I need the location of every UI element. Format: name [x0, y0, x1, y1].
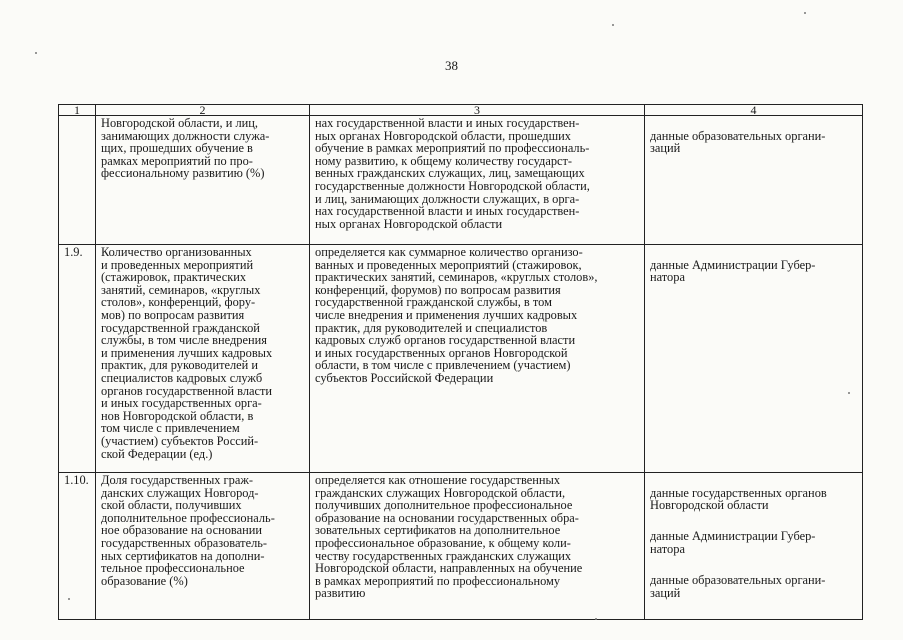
scan-speck — [68, 598, 70, 600]
header-col-4: 4 — [645, 105, 863, 116]
table-header-row — [59, 105, 863, 116]
row-number: 1.9. — [59, 245, 96, 473]
source-item: данные образовательных органи- заций — [650, 573, 826, 600]
table-row — [59, 116, 863, 245]
indicator-cell: Количество организованных и проведенных мероприятий (стажировок, практических занятий, семинаров, «круглых столов», конференций, фору- мов) по вопросам развития государственной гражданской службы, в том числе внедрения и применения лучших кадровых практик, для руководителей и специалистов кадровых служб органов государственной власти и иных государственных орга- нов Новгородской области, в том числе с привлечением (участием) субъектов Россий- ской Федерации (ед.) — [96, 245, 310, 473]
source-cell — [645, 116, 863, 245]
row-number — [59, 116, 96, 245]
indicator-cell: Новгородской области, и лиц, занимающих должности служа- щих, прошедших обучение в рамках мероприятий по про- фессиональному развитию (%) — [96, 116, 310, 245]
page-number: 38 — [445, 58, 458, 73]
method-cell: нах государственной власти и иных государствен- ных органах Новгородской области, прошедших обучение в рамках мероприятий по профессиональ- ному развитию, к общему количеству государст- венных гражданских служащих, лиц, замещающих государственные должности Новгородской области, и лиц, занимающих должности служащих, в орга- нах государственной власти и иных государствен- ных органах Новгородской области — [310, 116, 645, 245]
header-col-2: 2 — [96, 105, 310, 116]
source-item: данные государственных органов Новгородской области — [650, 485, 827, 513]
source-item: данные образовательных органи- заций — [650, 128, 826, 156]
method-cell: определяется как суммарное количество организо- ванных и проведенных мероприятий (стажировок, практических занятий, семинаров, «круглых столов», конференций, форумов) по вопросам развития государственной гражданской службы, в том числе внедрения и применения лучших кадровых практик, для руководителей и специалистов кадровых служб органов государственной власти и иных государственных органов Новгородской области, в том числе с привлечением (участием) субъектов Российской Федерации — [310, 245, 645, 473]
scan-speck — [35, 52, 37, 54]
scan-speck — [612, 24, 614, 26]
scan-speck — [848, 392, 850, 394]
table-row — [59, 473, 863, 620]
indicators-table — [58, 104, 863, 620]
indicator-cell: Доля государственных граж- данских служащих Новгород- ской области, получивших дополнительное профессиональ- ное образование на основании государственных образователь- ных сертификатов на дополни- тельное профессиональное образование (%) — [96, 473, 310, 620]
scan-speck — [595, 618, 597, 620]
table-row — [59, 245, 863, 473]
source-item: данные Администрации Губер- натора — [650, 529, 816, 556]
header-col-1: 1 — [59, 105, 96, 116]
header-col-3: 3 — [310, 105, 645, 116]
source-item: данные Администрации Губер- натора — [650, 257, 816, 285]
scan-speck — [804, 12, 806, 14]
source-cell — [645, 245, 863, 473]
method-cell: определяется как отношение государственных гражданских служащих Новгородской области, получивших дополнительное профессиональное образование на основании государственных обра- зовательных сертификатов на дополнительное профессиональное образование, к общему коли- честву государственных гражданских служащих Новгородской области, направленных на обучение в рамках мероприятий по профессиональному развитию — [310, 473, 645, 620]
row-number: 1.10. — [59, 473, 96, 620]
source-cell — [645, 473, 863, 620]
